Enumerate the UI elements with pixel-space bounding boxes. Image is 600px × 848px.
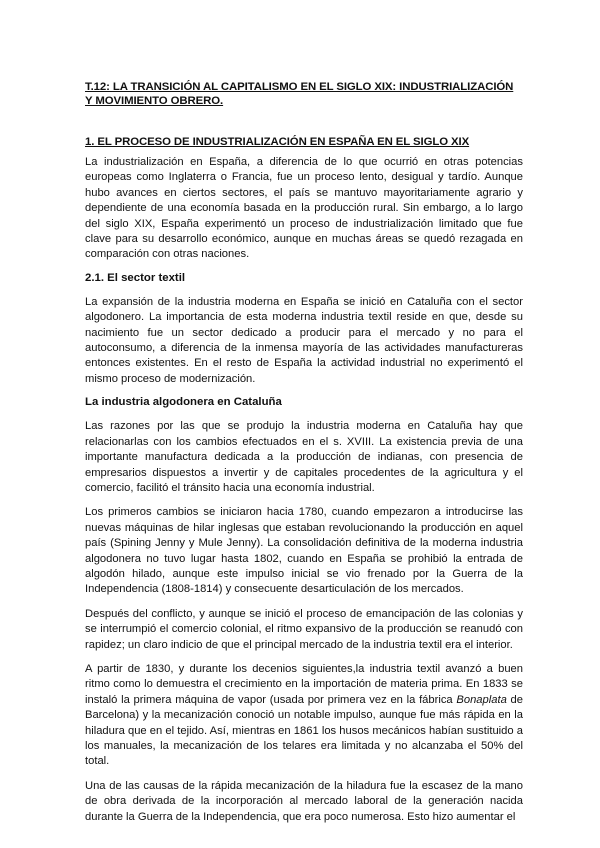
- subsection-paragraph-4: [85, 662, 523, 770]
- subsection-paragraph-3: Después del conflicto, y aunque se inició el proceso de emancipación de las colonias y se interrumpió el comercio colonial, el ritmo expansivo de la producción se reanudó con rapidez; un claro indicio de que el principal mercado de la industria textil era el interior.: [85, 607, 523, 651]
- subsection-paragraph-5: Una de las causas de la rápida mecanización de la hiladura fue la escasez de la mano de obra derivada de la incorporación al mercado laboral de la generación nacida durante la Guerra de la Independencia, que era poco numerosa. Esto hizo aumentar el: [85, 779, 523, 823]
- subsection-heading: La industria algodonera en Cataluña: [85, 396, 282, 409]
- subsection-paragraph-1: Las razones por las que se produjo la industria moderna en Cataluña hay que relacionarlas con los cambios efectuados en el s. XVIII. La existencia previa de una importante manufactura dedicada a la producción de indianas, con presencia de empresarios dispuestos a invertir y de capitales procedentes de la agricultura y el comercio, facilitó el tránsito hacia una economía industrial.: [85, 420, 523, 494]
- paragraph-4-text-start: A partir de 1830, y durante los decenios siguientes,la industria textil avanzó a buen ritmo como lo demuestra el crecimiento en la importación de materia prima. En 1833 se instaló la primera máquina de vapor (usada por primera vez en la fábrica: [85, 662, 523, 706]
- section-2-1-heading: 2.1. El sector textil: [85, 271, 186, 284]
- section-2-1-paragraph: La expansión de la industria moderna en España se inició en Cataluña con el sector algodonero. La importancia de esta moderna industria textil reside en que, desde su nacimiento fue un sector dedicado a producir para el mercado y no para el autoconsumo, a diferencia de la inmensa mayoría de las actividades manufactureras entonces existentes. En el resto de España la actividad industrial no experimentó el mismo proceso de modernización.: [85, 295, 523, 385]
- factory-name: Bonaplata: [456, 693, 507, 706]
- section-1-heading: 1. EL PROCESO DE INDUSTRIALIZACIÓN EN ESPAÑA EN EL SIGLO XIX: [85, 136, 470, 148]
- paragraph-4-text-end: de Barcelona) y la mecanización conoció un notable impulso, aunque fue más rápida en la hiladura que en el tejido. Así, mientras en 1861 los husos mecánicos habían sustituido a los manuales, la mecanización de los telares era limitada y no alcanzaba el 50% del total.: [85, 693, 523, 768]
- document-title: T.12: LA TRANSICIÓN AL CAPITALISMO EN EL SIGLO XIX: INDUSTRIALIZACIÓN Y MOVIMIENTO OBRERO.: [85, 81, 514, 107]
- subsection-paragraph-2: Los primeros cambios se iniciaron hacia 1780, cuando empezaron a introducirse las nuevas máquinas de hilar inglesas que estaban revolucionando la producción en aquel país (Spining Jenny y Mule Jenny). La consolidación definitiva de la moderna industria algodonera no tuvo lugar hasta 1802, cuando en España se prohibió la entrada de algodón hilado, aunque este impulso inicial se vio frenado por la Guerra de la Independencia (1808-1814) y consecuente desarticulación de los mercados.: [85, 506, 523, 596]
- section-1-paragraph: La industrialización en España, a diferencia de lo que ocurrió en otras potencias europeas como Inglaterra o Francia, fue un proceso lento, desigual y tardío. Aunque hubo avances en ciertos sectores, el país se mantuvo mayoritariamente agrario y dependiente de una economía basada en la producción rural. Sin embargo, a lo largo del siglo XIX, España experimentó un proceso de industrialización limitado que fue clave para su desarrollo económico, aunque en muchas áreas se quedó rezagada en comparación con otras naciones.: [85, 156, 523, 261]
- document-page: [85, 80, 523, 834]
